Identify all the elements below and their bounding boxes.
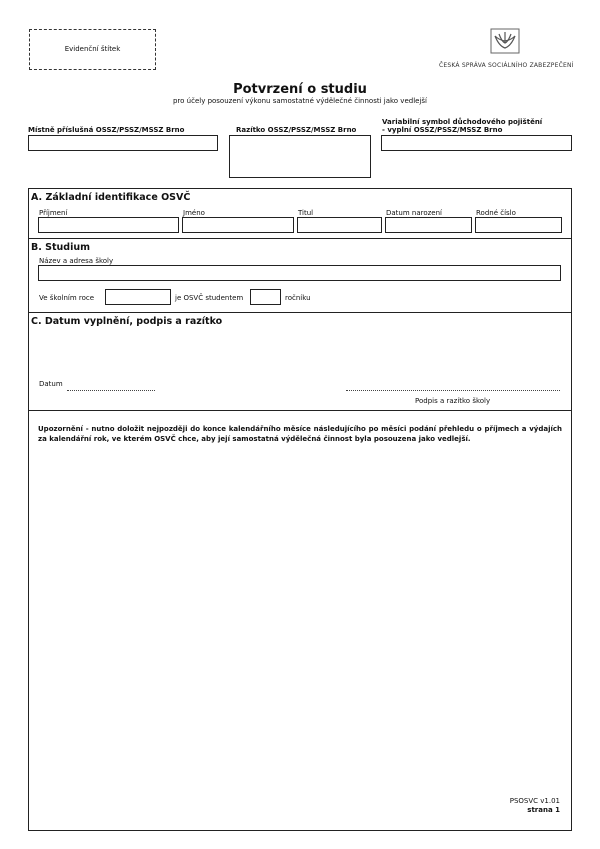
name-label: Jméno [183, 209, 205, 217]
page-subtitle: pro účely posouzení výkonu samostatné výdělečné činnosti jako vedlejší [172, 97, 427, 105]
evidence-sticker-label: Evidenční štítek [64, 45, 121, 53]
cssz-logo-text: ČESKÁ SPRÁVA SOCIÁLNÍHO ZABEZPEČENÍ [439, 62, 574, 69]
school-name-label: Název a adresa školy [39, 257, 114, 265]
cssz-logo-icon [490, 28, 520, 54]
page-number: strana 1 [527, 806, 560, 814]
degree-field[interactable] [297, 217, 382, 233]
section-a-title: A. Základní identifikace OSVČ [31, 192, 191, 203]
local-office-label: Místně příslušná OSSZ/PSSZ/MSSZ Brno [28, 126, 185, 134]
birth-date-label: Datum narození [386, 209, 442, 217]
degree-label: Titul [298, 209, 314, 217]
school-year-label: Ve školním roce [39, 294, 95, 302]
birth-number-label: Rodné číslo [476, 209, 516, 217]
variable-symbol-label-line2: - vyplní OSSZ/PSSZ/MSSZ Brno [382, 126, 503, 134]
variable-symbol-label-line1: Variabilní symbol důchodového pojištění [382, 118, 543, 126]
birth-date-field[interactable] [385, 217, 472, 233]
notice-section [28, 410, 572, 831]
form-version: PSOSVC v1.01 [509, 797, 560, 805]
birth-number-field[interactable] [475, 217, 562, 233]
grade-field[interactable] [250, 289, 281, 305]
office-stamp-field[interactable] [229, 135, 371, 178]
page-title: Potvrzení o studiu [233, 82, 367, 97]
date-line[interactable] [67, 390, 155, 391]
surname-field[interactable] [38, 217, 179, 233]
school-name-field[interactable] [38, 265, 561, 281]
section-b-title: B. Studium [31, 242, 91, 253]
local-office-field[interactable] [28, 135, 218, 151]
school-year-field[interactable] [105, 289, 171, 305]
signature-label: Podpis a razítko školy [415, 397, 491, 405]
notice-text: Upozornění - nutno doložit nejpozději do konce kalendářního měsíce následujícího po měsíci podání přehledu o příjmech a výdajích za kalendářní rok, ve kterém OSVČ chce, aby její samostatná výdělečná činnost byla posouzena jako vedlejší. [38, 425, 562, 443]
is-student-label: je OSVČ studentem [175, 294, 244, 302]
section-c-title: C. Datum vyplnění, podpis a razítko [31, 316, 223, 327]
office-stamp-label: Razítko OSSZ/PSSZ/MSSZ Brno [236, 126, 357, 134]
grade-label: ročníku [285, 294, 311, 302]
evidence-sticker-box [29, 29, 156, 70]
name-field[interactable] [182, 217, 294, 233]
signature-line[interactable] [346, 390, 560, 391]
surname-label: Příjmení [39, 209, 68, 217]
variable-symbol-field[interactable] [381, 135, 572, 151]
date-label: Datum [39, 380, 63, 388]
